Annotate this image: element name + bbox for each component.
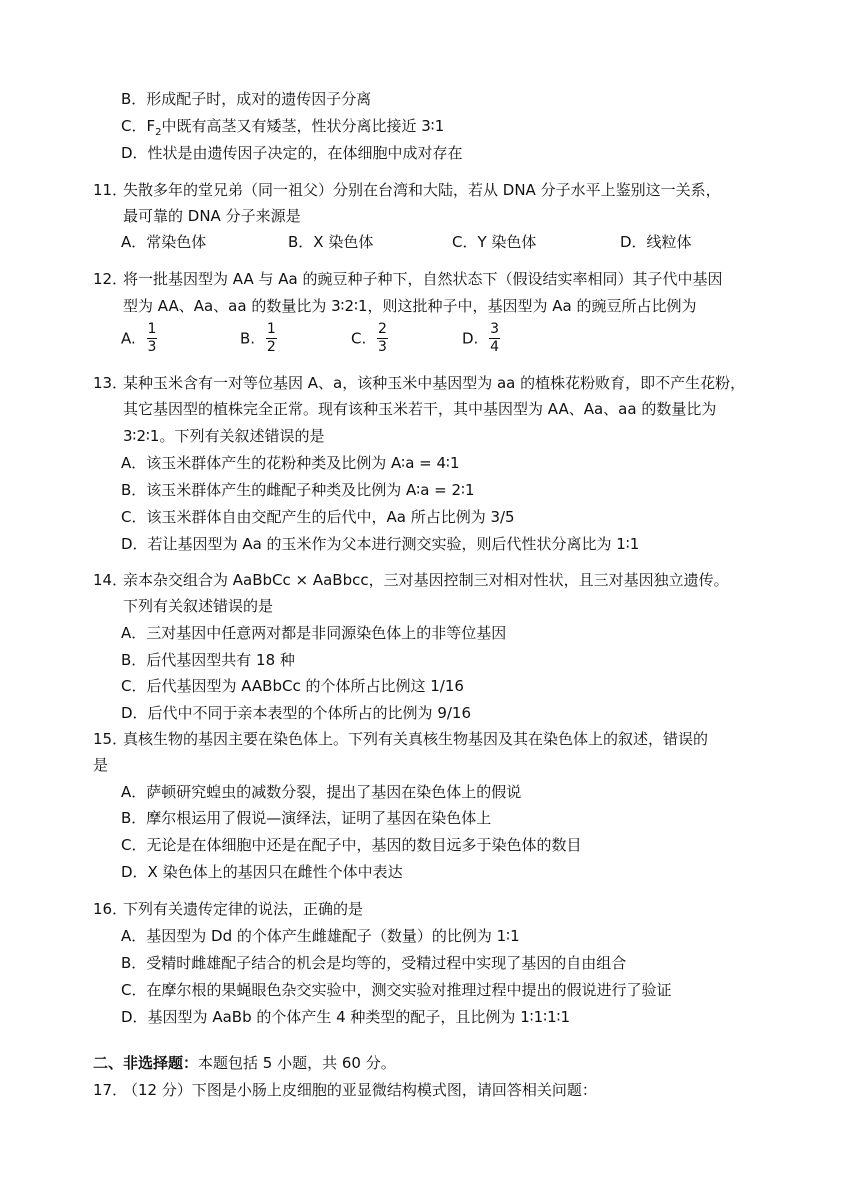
question-11-option-d: D．线粒体 — [620, 233, 692, 251]
question-16-option-c: C．在摩尔根的果蝇眼色杂交实验中，测交实验对推理过程中提出的假说进行了验证 — [121, 981, 672, 999]
question-15-stem-cont: 是 — [93, 756, 109, 774]
question-16-stem: 下列有关遗传定律的说法，正确的是 — [123, 900, 364, 918]
question-13-stem-cont2: 3∶2∶1。下列有关叙述错误的是 — [123, 427, 325, 445]
denominator: 2 — [266, 339, 276, 355]
section-heading-rest: 本题包括 5 小题，共 60 分。 — [198, 1054, 396, 1072]
question-number-11: 11． — [93, 181, 128, 199]
question-15-stem: 真核生物的基因主要在染色体上。下列有关真核生物基因及其在染色体上的叙述，错误的 — [123, 730, 709, 748]
question-11-option-b: B．X 染色体 — [288, 233, 374, 251]
question-16-option-a: A．基因型为 Dd 的个体产生雌雄配子（数量）的比例为 1∶1 — [121, 927, 520, 945]
fraction — [147, 321, 158, 356]
section-heading — [93, 1052, 396, 1074]
question-13-option-d: D．若让基因型为 Aa 的玉米作为父本进行测交实验，则后代性状分离比为 1∶1 — [121, 535, 640, 553]
fraction — [377, 321, 388, 356]
question-13-stem: 某种玉米含有一对等位基因 A、a，该种玉米中基因型为 aa 的植株花粉败育，即不产生花粉， — [123, 374, 746, 392]
question-12-stem: 将一批基因型为 AA 与 Aa 的豌豆种子种下，自然状态下（假设结实率相同）其子代中基因 — [123, 270, 723, 288]
question-16-option-d: D．基因型为 AaBb 的个体产生 4 种类型的配子，且比例为 1∶1∶1∶1 — [121, 1008, 571, 1026]
question-14-option-c: C．后代基因型为 AABbCc 的个体所占比例这 1/16 — [121, 677, 464, 695]
question-16-option-b: B．受精时雌雄配子结合的机会是均等的，受精过程中实现了基因的自由组合 — [121, 954, 627, 972]
question-12-option-b — [240, 321, 277, 356]
question-13-option-b: B．该玉米群体产生的雌配子种类及比例为 A∶a = 2∶1 — [121, 481, 475, 499]
denominator: 3 — [147, 339, 157, 355]
option-label: C. — [351, 329, 367, 348]
question-14-option-d: D．后代中不同于亲本表型的个体所占的比例为 9/16 — [121, 704, 472, 722]
question-number-15: 15． — [93, 730, 128, 748]
question-15-option-d: D．X 染色体上的基因只在雌性个体中表达 — [121, 863, 403, 881]
denominator: 4 — [490, 339, 500, 355]
question-13-option-c: C．该玉米群体自由交配产生的后代中，Aa 所占比例为 3/5 — [121, 508, 515, 526]
question-15-option-c: C．无论是在体细胞中还是在配子中，基因的数目远多于染色体的数目 — [121, 836, 582, 854]
fraction — [489, 321, 500, 356]
numerator: 1 — [266, 321, 276, 337]
option-label: B. — [240, 329, 256, 348]
numerator: 2 — [378, 321, 387, 337]
option-label: D. — [462, 329, 479, 348]
option-c-sub: 2 — [155, 127, 162, 138]
option-label: A. — [121, 329, 136, 348]
question-13-stem-cont: 其它基因型的植株完全正常。现有该种玉米若干，其中基因型为 AA、Aa、aa 的数量比为 — [123, 400, 717, 418]
question-14-option-a: A．三对基因中任意两对都是非同源染色体上的非等位基因 — [121, 624, 507, 642]
question-number-17: 17． — [93, 1081, 128, 1099]
question-14-stem-cont: 下列有关叙述错误的是 — [123, 597, 274, 615]
fraction — [266, 321, 277, 356]
question-12-stem-cont: 型为 AA、Aa、aa 的数量比为 3∶2∶1，则这批种子中，基因型为 Aa 的豌豆所占比例为 — [123, 297, 697, 315]
question-number-13: 13． — [93, 374, 128, 392]
question-11-option-c: C．Y 染色体 — [452, 233, 537, 251]
denominator: 3 — [378, 339, 387, 355]
question-13-option-a: A．该玉米群体产生的花粉种类及比例为 A∶a = 4∶1 — [121, 454, 460, 472]
question-17-stem: （12 分）下图是小肠上皮细胞的亚显微结构模式图，请回答相关问题： — [123, 1081, 597, 1099]
question-15-option-a: A．萨顿研究蝗虫的减数分裂，提出了基因在染色体上的假说 — [121, 783, 522, 801]
option-b: B．形成配子时，成对的遗传因子分离 — [121, 90, 372, 108]
question-number-16: 16． — [93, 900, 128, 918]
option-d: D．性状是由遗传因子决定的，在体细胞中成对存在 — [121, 144, 463, 162]
option-c-post: 中既有高茎又有矮茎，性状分离比接近 3∶1 — [161, 117, 445, 135]
question-14-option-b: B．后代基因型共有 18 种 — [121, 651, 295, 669]
option-c-pre: C．F — [121, 117, 156, 135]
numerator: 1 — [147, 321, 157, 337]
question-12-option-a — [121, 321, 157, 356]
question-11-stem: 失散多年的堂兄弟（同一祖父）分别在台湾和大陆，若从 DNA 分子水平上鉴别这一关系， — [123, 181, 721, 199]
question-14-stem: 亲本杂交组合为 AaBbCc × AaBbcc，三对基因控制三对相对性状，且三对基因独立遗传。 — [123, 571, 729, 589]
option-c — [121, 115, 444, 144]
numerator: 3 — [490, 321, 500, 337]
question-11-stem-cont: 最可靠的 DNA 分子来源是 — [123, 207, 301, 225]
question-12-option-d — [462, 321, 500, 356]
question-11-option-a: A．常染色体 — [121, 233, 207, 251]
section-heading-bold: 二、非选择题： — [93, 1054, 199, 1072]
question-12-option-c — [351, 321, 388, 356]
question-15-option-b: B．摩尔根运用了假说—演绎法，证明了基因在染色体上 — [121, 809, 492, 827]
question-number-12: 12． — [93, 270, 128, 288]
question-number-14: 14． — [93, 571, 128, 589]
